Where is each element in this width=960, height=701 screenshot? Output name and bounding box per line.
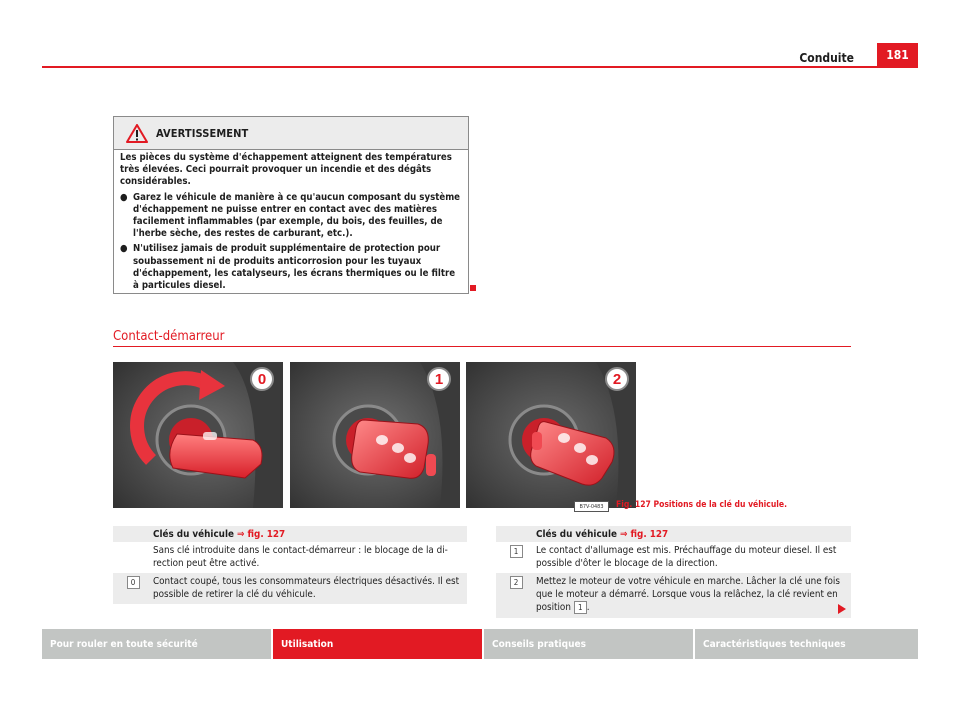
table-row <box>113 542 467 573</box>
table-header <box>496 526 851 542</box>
footer-tab-usage[interactable] <box>273 629 482 659</box>
section-rule <box>113 346 851 347</box>
bullet-dot-icon: ● <box>120 243 128 255</box>
table-row <box>496 573 851 618</box>
warning-triangle-icon <box>126 124 148 143</box>
table-header-text: Clés du véhicule <box>536 528 617 540</box>
figure-caption: Fig. 127 Positions de la clé du véhicule. <box>616 500 787 510</box>
key-positions-table-left <box>113 526 467 604</box>
table-row <box>496 542 851 573</box>
position-number-icon: 1 <box>510 545 523 558</box>
figure-code: B7V-0483 <box>574 501 609 512</box>
svg-text:2: 2 <box>612 371 622 388</box>
continue-arrow-icon <box>838 604 846 614</box>
row-text <box>536 576 851 615</box>
footer-tab-practical-tips[interactable] <box>484 629 693 659</box>
row-number <box>496 576 536 615</box>
footer-tab-label: Conseils pratiques <box>492 638 586 650</box>
warning-bullet <box>120 243 462 292</box>
row-text: Le contact d'allumage est mis. Préchauffage du moteur diesel. Il est possible d'ôter le blocage de la direction. <box>536 545 837 569</box>
warning-title: AVERTISSEMENT <box>156 126 249 140</box>
footer-tab-safety[interactable] <box>42 629 271 659</box>
bullet-dot-icon: ● <box>120 191 128 203</box>
warning-paragraph: Les pièces du système d'échappement atteignent des températures très élevées. Ceci pourrait provoquer un incendie et des dégâts considérables. <box>120 152 452 188</box>
section-title: Contact-démarreur <box>113 329 225 344</box>
footer-tab-label: Caractéristiques techniques <box>703 638 846 650</box>
header-section-title: Conduite <box>799 51 854 65</box>
key-positions-table-right <box>496 526 851 618</box>
row-number <box>113 545 153 570</box>
figure-link[interactable]: ⇒ fig. 127 <box>237 528 286 540</box>
warning-bullet <box>120 192 462 241</box>
panel-number-badge <box>604 366 630 392</box>
footer-tab-technical-specs[interactable] <box>695 629 918 659</box>
table-row <box>113 573 467 604</box>
row-text-body: Mettez le moteur de votre véhicule en marche. Lâcher la clé une fois que le moteur a démarré. Lorsque vous la relâchez, la clé revient en position <box>536 576 840 613</box>
figure-link[interactable]: ⇒ fig. 127 <box>620 528 669 540</box>
panel-number-badge <box>249 366 275 392</box>
footer-tab-label: Pour rouler en toute sécurité <box>50 638 198 650</box>
panel-number-badge <box>426 366 452 392</box>
warning-bullet-text: N'utilisez jamais de produit supplémentaire de protection pour soubassement ni de produits anticorrosion pour les tuyaux d'échappement, les catalyseurs, les écrans thermiques ou le filtre à particules diesel. <box>133 243 456 292</box>
table-header-text: Clés du véhicule <box>153 528 234 540</box>
row-text: Contact coupé, tous les consommateurs électriques désactivés. Il est possible de retirer la clé du véhicule. <box>153 576 460 600</box>
row-number <box>113 576 153 601</box>
header-rule <box>42 66 918 68</box>
position-number-icon: 0 <box>127 576 140 589</box>
warning-bullet-text: Garez le véhicule de manière à ce qu'aucun composant du système d'échappement ne puisse entrer en contact avec des matières facilement inflammables (par exemple, du bois, des feuilles, de l'herbe sèche, des restes de carburant, etc.). <box>133 191 461 240</box>
svg-text:1: 1 <box>434 371 444 388</box>
position-number-icon: 2 <box>510 576 523 589</box>
warning-body <box>114 150 468 292</box>
footer-tab-label: Utilisation <box>281 638 334 650</box>
warning-box <box>113 116 469 294</box>
svg-text:0: 0 <box>257 371 267 388</box>
end-marker-icon <box>470 285 476 291</box>
row-number <box>496 545 536 570</box>
page-number: 181 <box>877 43 918 67</box>
row-text: Sans clé introduite dans le contact-démarreur : le blocage de la direction peut être activé. <box>153 545 448 569</box>
table-header <box>113 526 467 542</box>
warning-header <box>114 117 468 150</box>
row-text-suffix: . <box>586 602 590 613</box>
position-reference-icon: 1 <box>574 601 587 614</box>
